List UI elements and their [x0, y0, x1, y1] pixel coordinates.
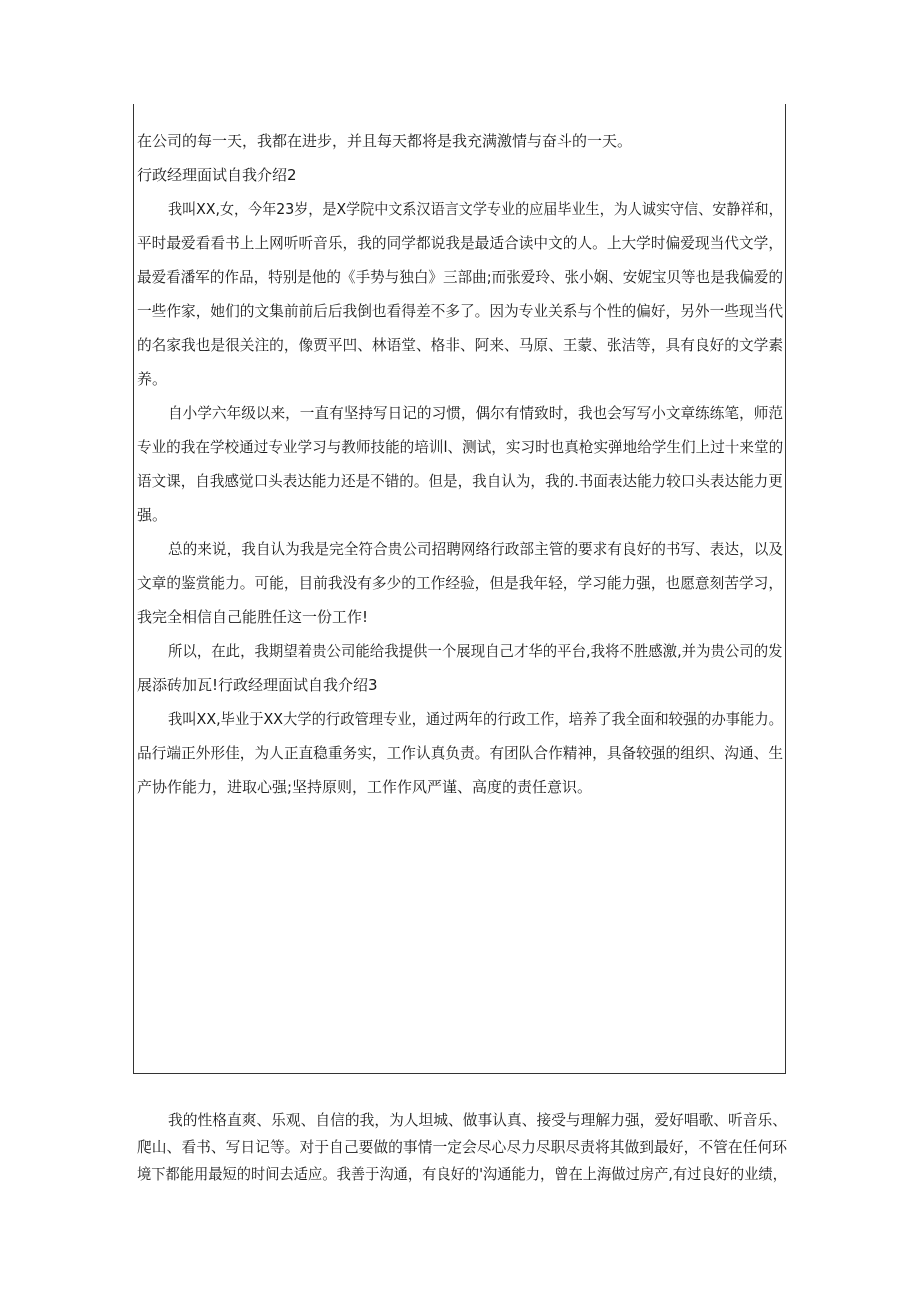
doc-line: 强。	[137, 506, 168, 524]
doc-line: 语文课，自我感觉口头表达能力还是不错的。但是，我自认为，我的.书面表达能力较口头表达能力更	[137, 472, 783, 490]
doc-line: 爬山、看书、写日记等。对于自己要做的事情一定会尽心尽力尽职尽责将其做到最好，不管在任何环	[137, 1138, 788, 1156]
doc-line: 境下都能用最短的时间去适应。我善于沟通，有良好的'沟通能力，曾在上海做过房产,有过良好的业绩，	[137, 1165, 787, 1183]
doc-line: 一些作家，她们的文集前前后后我倒也看得差不多了。因为专业关系与个性的偏好，另外一些现当代	[137, 302, 784, 320]
doc-line: 展添砖加瓦!行政经理面试自我介绍3	[137, 676, 378, 694]
doc-line: 我完全相信自己能胜任这一份工作!	[137, 608, 369, 626]
doc-line: 产协作能力，进取心强;坚持原则，工作作风严谨、高度的责任意识。	[137, 778, 593, 796]
doc-line: 自小学六年级以来，一直有坚持写日记的习惯，偶尔有情致时，我也会写写小文章练练笔，师范	[168, 404, 784, 422]
doc-line: 在公司的每一天，我都在进步，并且每天都将是我充满激情与奋斗的一天。	[137, 132, 633, 150]
section-heading: 行政经理面试自我介绍2	[137, 166, 297, 184]
doc-line: 养。	[137, 370, 168, 388]
doc-line: 最爱看潘军的作品，特别是他的《手势与独白》三部曲;而张爱玲、张小娴、安妮宝贝等也是我偏爱的	[137, 268, 784, 286]
doc-line: 文章的鉴赏能力。可能，目前我没有多少的工作经验，但是我年轻，学习能力强，也愿意刻苦学习，	[137, 574, 784, 592]
doc-line: 我叫XX,毕业于XX大学的行政管理专业，通过两年的行政工作，培养了我全面和较强的办事能力。	[168, 710, 783, 728]
doc-line: 平时最爱看看书上上网听听音乐，我的同学都说我是最适合读中文的人。上大学时偏爱现当代文学，	[137, 234, 784, 252]
boxed-document-body	[137, 124, 783, 804]
document-body-continued	[137, 1107, 787, 1188]
doc-line: 总的来说，我自认为我是完全符合贵公司招聘网络行政部主管的要求有良好的书写、表达，以及	[168, 540, 784, 558]
doc-line: 的名家我也是很关注的，像贾平凹、林语堂、格非、阿来、马原、王蒙、张洁等，具有良好的文学素	[137, 336, 784, 354]
doc-line: 品行端正外形佳，为人正直稳重务实，工作认真负责。有团队合作精神，具备较强的组织、沟通、生	[137, 744, 784, 762]
doc-line: 我的性格直爽、乐观、自信的我，为人坦城、做事认真、接受与理解力强，爱好唱歌、听音乐、	[168, 1111, 788, 1129]
doc-line: 所以，在此，我期望着贵公司能给我提供一个展现自己才华的平台,我将不胜感激,并为贵公司的发	[168, 642, 783, 660]
doc-line: 专业的我在学校通过专业学习与教师技能的培训l、测试，实习时也真枪实弹地给学生们上过十来堂的	[137, 438, 784, 456]
doc-line: 我叫XX,女，今年23岁，是X学院中文系汉语言文学专业的应届毕业生，为人诚实守信、安静祥和，	[168, 200, 783, 218]
